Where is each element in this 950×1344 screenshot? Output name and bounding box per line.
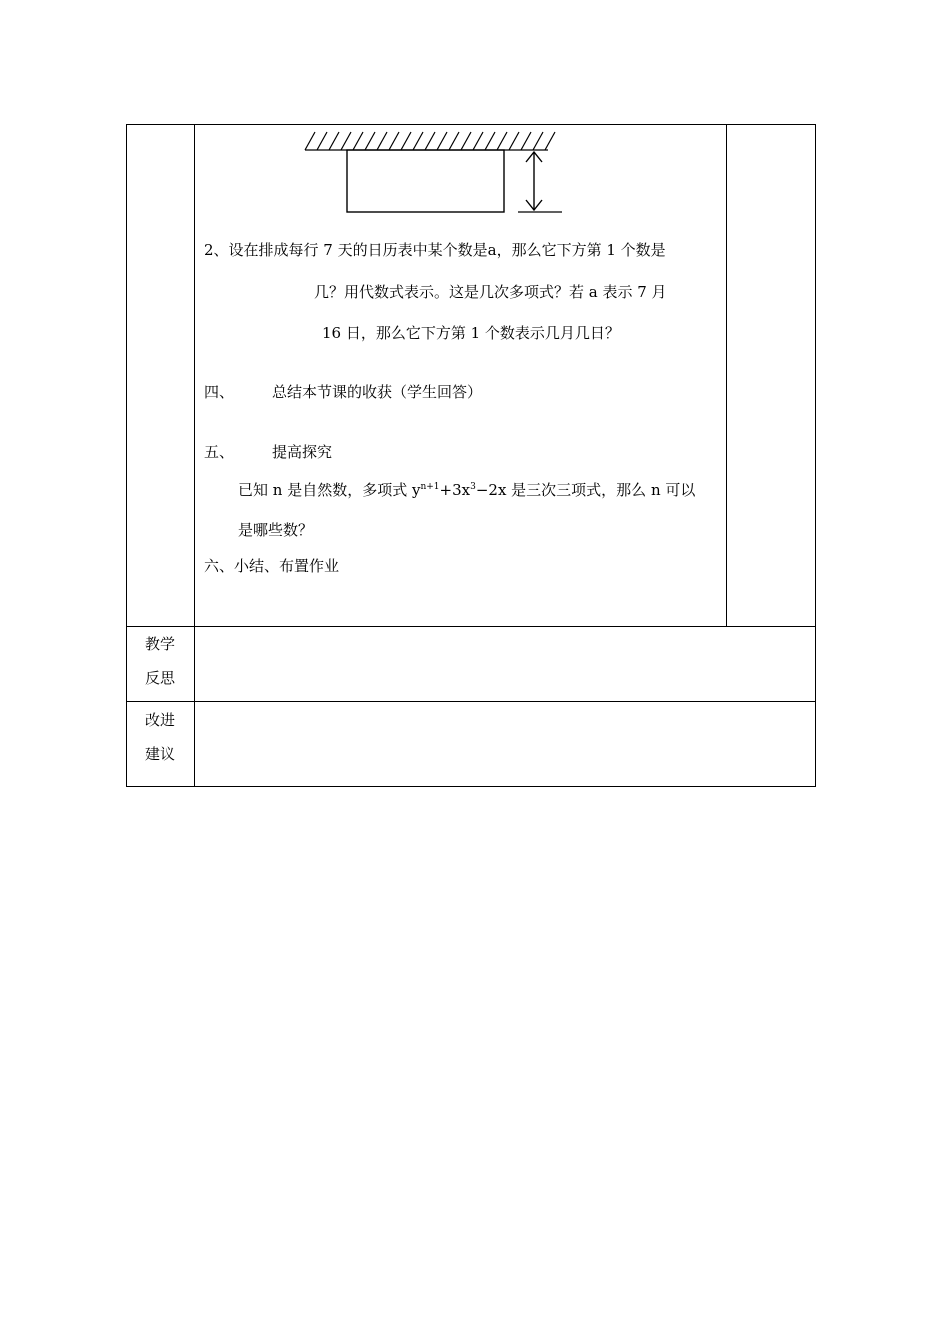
question-2-line-3: 16 日，那么它下方第 1 个数表示几月几日？	[322, 324, 620, 342]
exponent-3: 3	[470, 482, 476, 492]
table-row-divider-2	[126, 701, 816, 702]
table-border-right	[815, 124, 816, 787]
section-5-heading: 提高探究	[272, 443, 333, 461]
suggestion-label-line-1: 改进	[144, 711, 175, 729]
problem-text-start: 已知 n 是自然数，多项式 y	[238, 481, 421, 499]
ceiling-hatching	[305, 132, 555, 150]
section-6-heading: 六、小结、布置作业	[204, 557, 340, 575]
hanging-block-diagram	[300, 118, 570, 218]
reflection-label-line-2: 反思	[144, 669, 175, 687]
section-5-problem-line-1	[238, 480, 695, 500]
question-2-line-2: 几？用代数式表示。这是几次多项式？若 a 表示 7 月	[314, 283, 667, 301]
problem-text-mid: +3x	[439, 481, 471, 499]
question-2-line-1: 2、设在排成每行 7 天的日历表中某个数是a，那么它下方第 1 个数是	[204, 241, 666, 259]
problem-text-end: −2x 是三次三项式，那么 n 可以	[475, 481, 696, 499]
reflection-label	[126, 627, 194, 695]
height-arrow	[526, 152, 542, 210]
table-border-bottom	[126, 786, 816, 787]
exponent-n-plus-1: n+1	[420, 482, 440, 492]
section-5-number: 五、	[204, 443, 235, 461]
reflection-label-line-1: 教学	[144, 635, 175, 653]
suggestion-label-line-2: 建议	[144, 745, 175, 763]
table-row-divider-1	[126, 626, 816, 627]
table-col-divider-1	[194, 124, 195, 787]
section-4-number: 四、	[204, 383, 235, 401]
table-col-divider-2	[726, 124, 727, 627]
hanging-block	[347, 150, 504, 212]
suggestion-label	[126, 703, 194, 771]
section-5-problem-line-2: 是哪些数？	[238, 521, 314, 539]
section-4-heading: 总结本节课的收获（学生回答）	[272, 383, 483, 401]
